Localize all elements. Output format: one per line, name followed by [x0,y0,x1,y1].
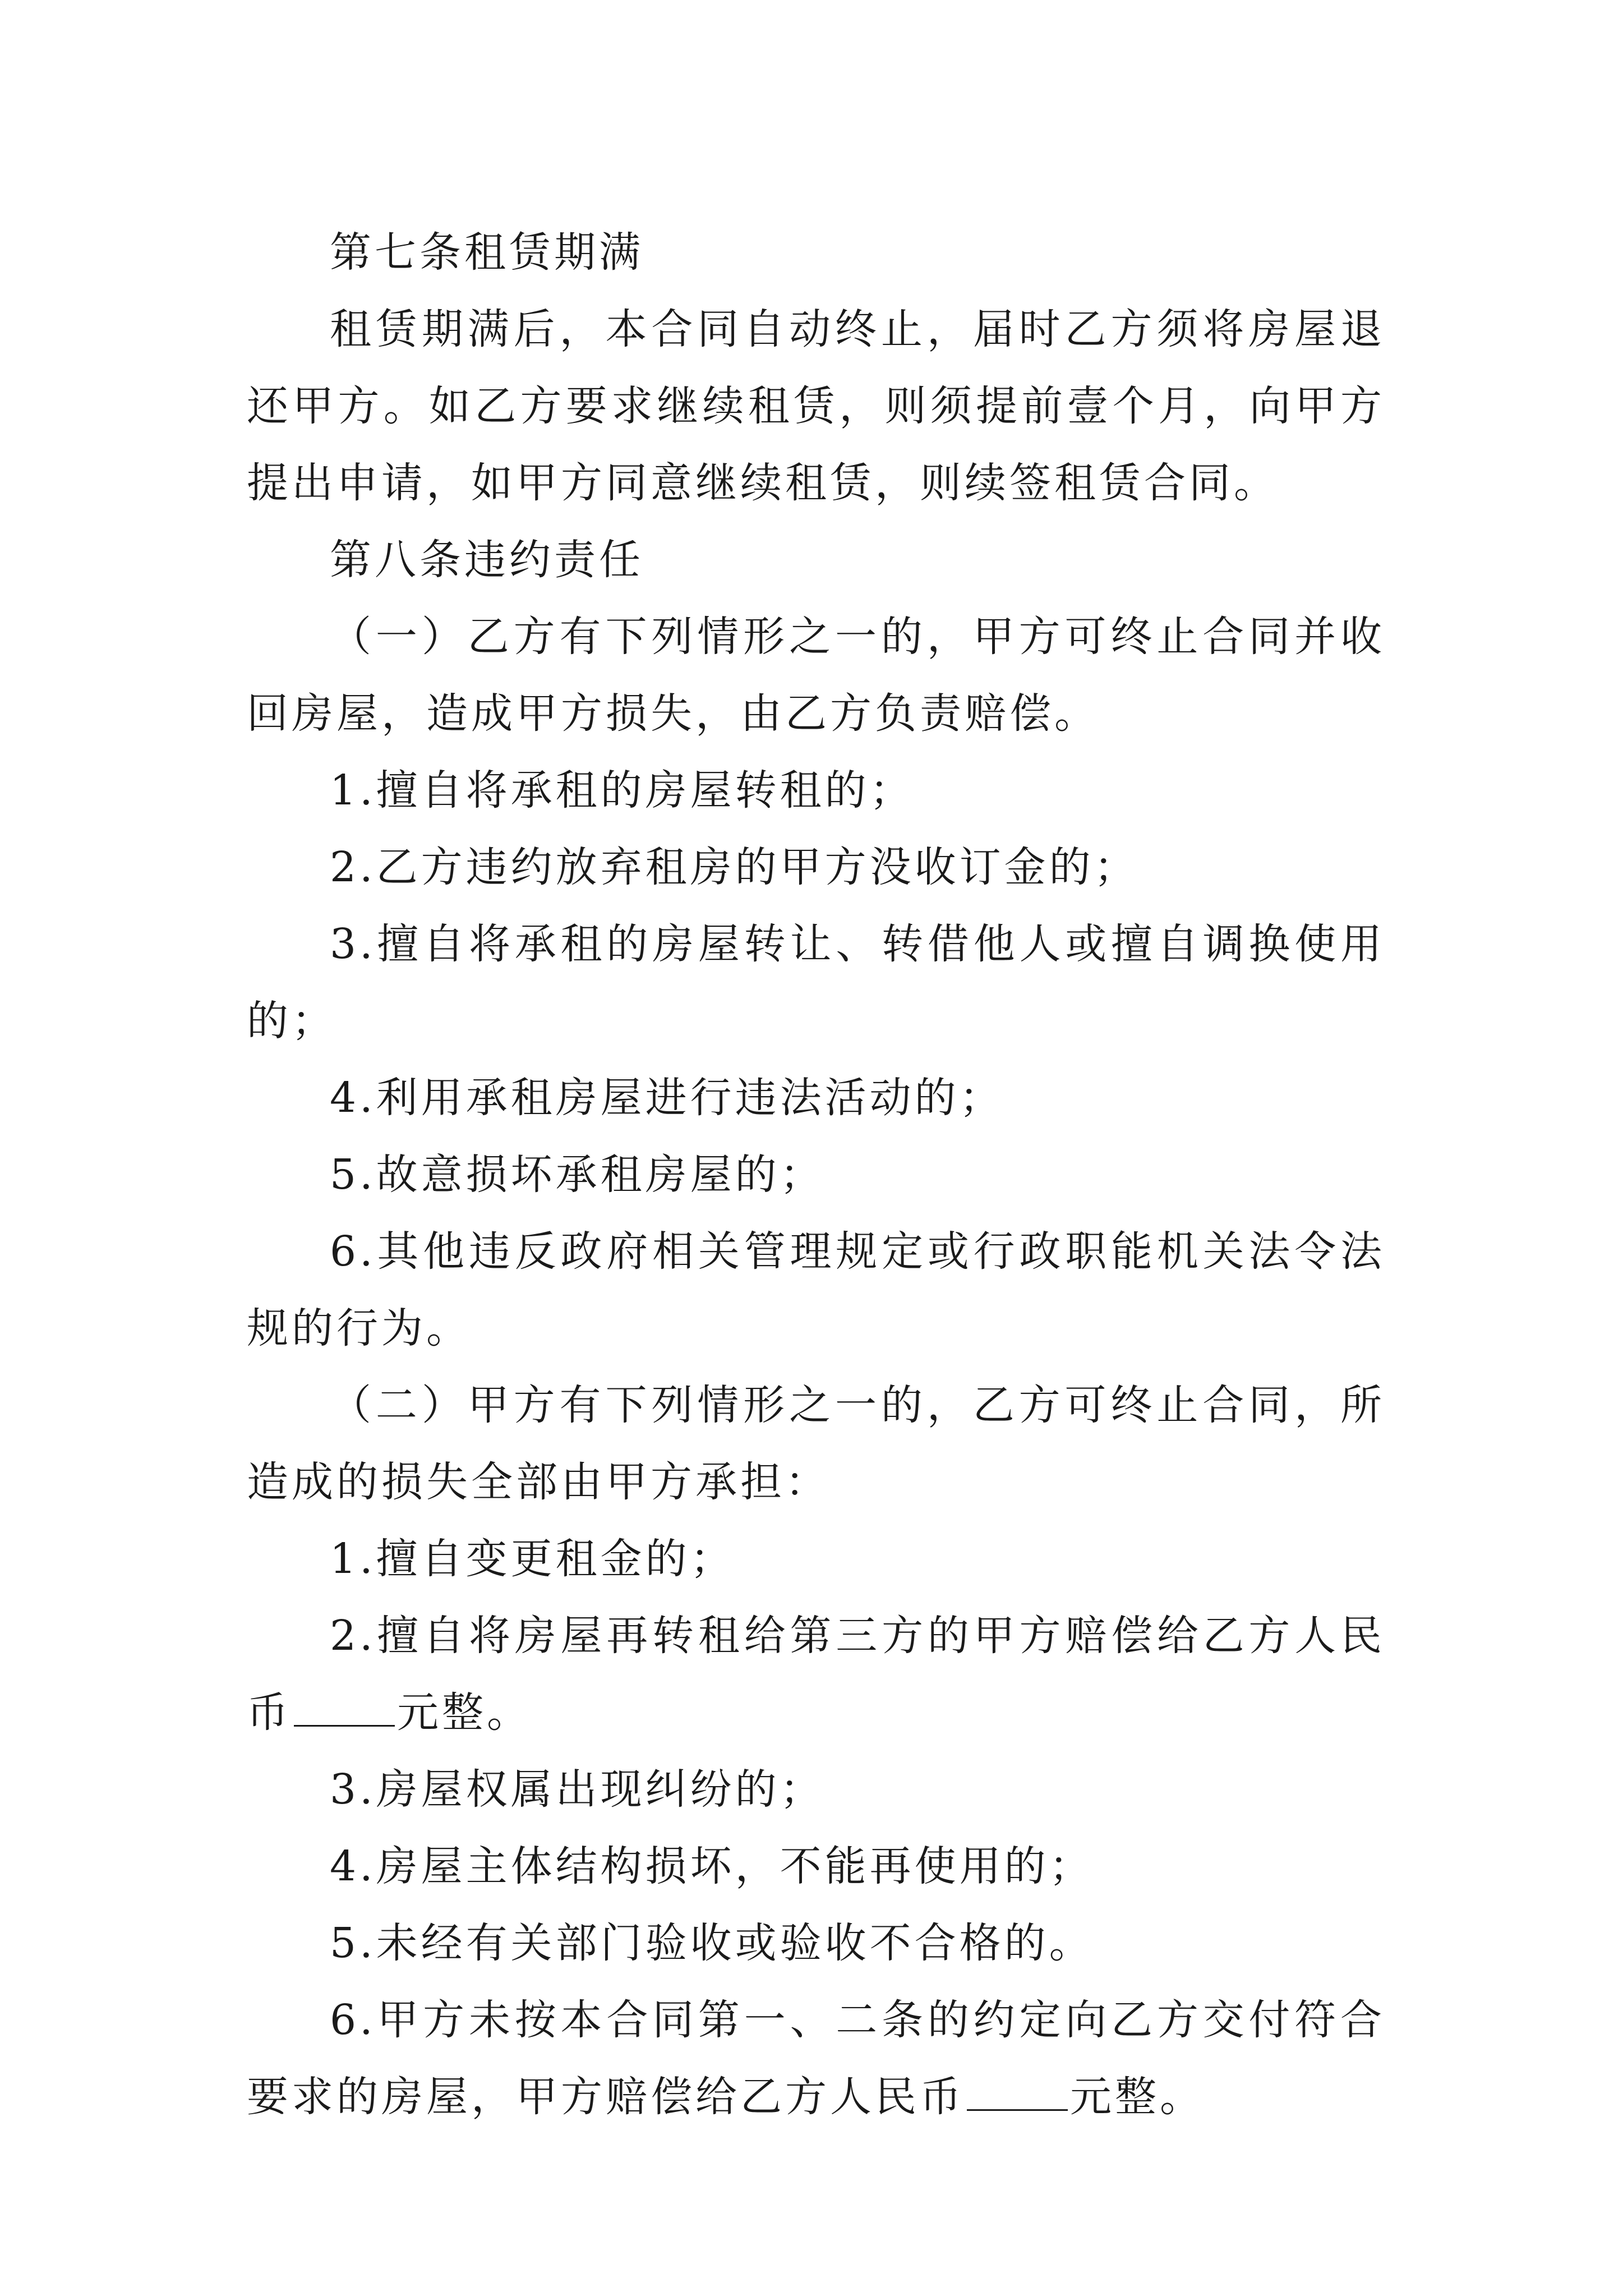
amount-blank-line [967,2108,1068,2111]
article-8-heading: 第八条违约责任 [330,536,644,584]
article-7-text: 租赁期满后，本合同自动终止，届时乙方须将房屋退还甲方。如乙方要求继续租赁，则须提前壹个月，向甲方提出申请，如甲方同意继续租赁，则续签租赁合同。 [247,305,1385,507]
document-body [247,214,1385,2136]
article-7-heading: 第七条租赁期满 [330,228,644,277]
clause-1-item-6: 6.其他违反政府相关管理规定或行政职能机关法令法规的行为。 [247,1227,1385,1352]
clause-2-item-3: 3.房屋权属出现纠纷的； [330,1765,825,1814]
clause-2-item-4: 4.房屋主体结构损坏，不能再使用的； [330,1842,1094,1890]
clause-2-item-5: 5.未经有关部门验收或验收不合格的。 [330,1919,1094,1967]
clause-2-item-1: 1.擅自变更租金的； [330,1535,735,1583]
clause-2-item-6-text: 6.甲方未按本合同第一、二条的约定向乙方交付符合要求的房屋，甲方赔偿给乙方人民币 [247,1996,1385,2121]
clause-2-item-6 [247,1982,1385,2136]
clause-2-intro: （二）甲方有下列情形之一的，乙方可终止合同，所造成的损失全部由甲方承担： [247,1381,1385,1506]
clause-2-item-2 [247,1598,1385,1751]
clause-1-item-2: 2.乙方违约放弃租房的甲方没收订金的； [330,843,1139,891]
clause-2-item-2-suffix: 元整。 [397,1688,532,1737]
clause-2-item-2-text: 2.擅自将房屋再转租给第三方的甲方赔偿给乙方人民币 [247,1612,1385,1737]
clause-1-item-4: 4.利用承租房屋进行违法活动的； [330,1074,1004,1122]
clause-1-item-5: 5.故意损坏承租房屋的； [330,1151,825,1199]
amount-blank-line [294,1724,395,1727]
clause-2-item-6-suffix: 元整。 [1070,2073,1205,2121]
clause-1-item-1: 1.擅自将承租的房屋转租的； [330,766,915,815]
clause-1-item-3: 3.擅自将承租的房屋转让、转借他人或擅自调换使用的； [247,920,1385,1045]
clause-1-intro: （一）乙方有下列情形之一的，甲方可终止合同并收回房屋，造成甲方损失，由乙方负责赔偿。 [247,613,1385,738]
